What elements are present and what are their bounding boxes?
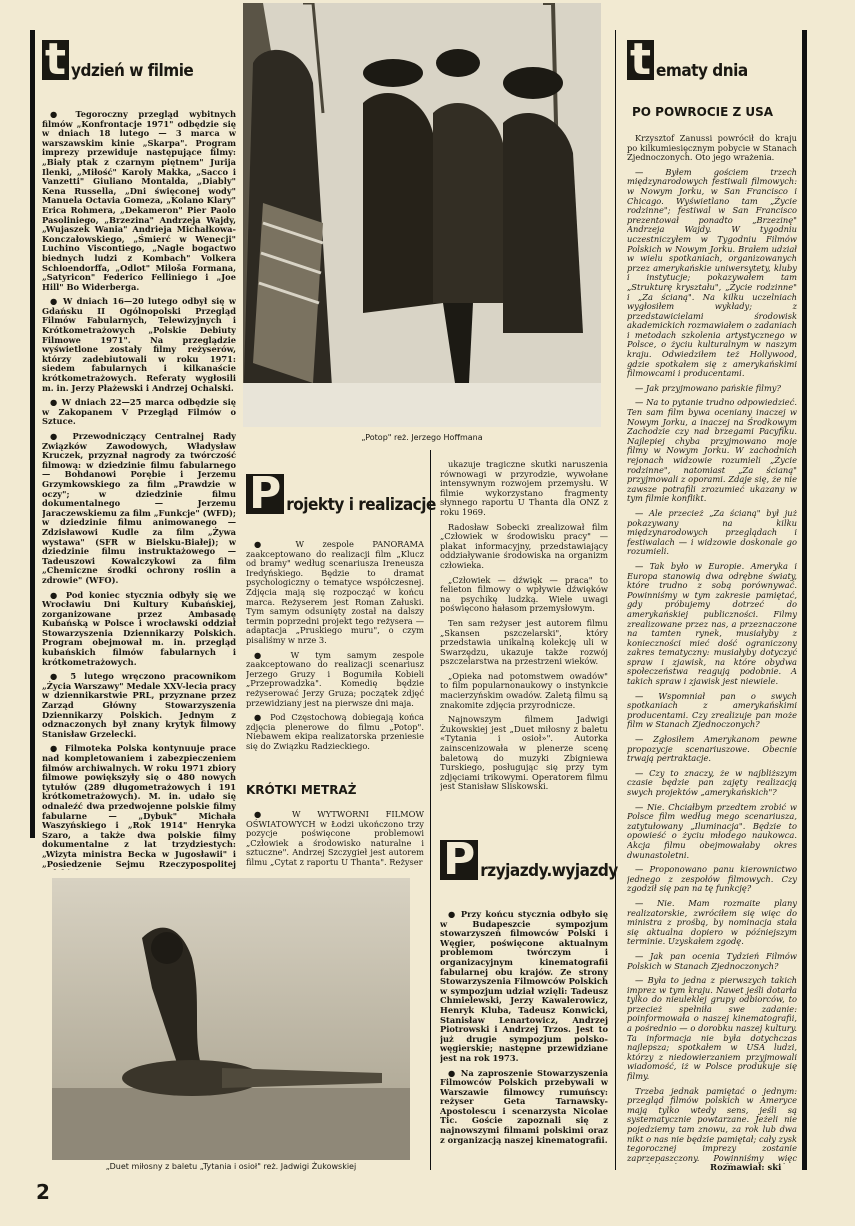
center-header-initial: P <box>246 474 284 514</box>
center-short-column <box>246 810 424 876</box>
short-film-item: Ten sam reżyser jest autorem filmu „Skansen pszczelarski", który przedstawia unikalną kolekcję uli w Swarzędzu, ukazuje także rozwój pszczelarstwa na przestrzeni wieków. <box>440 617 608 667</box>
interview-paragraph: — Nie. Mam rozmaite plany realizatorskie, zwróciłem się więc do ministra z prośbą, by nominacja stała się aktualna dopiero w późniejszym terminie. Uzyskałem zgodę. <box>627 897 797 947</box>
visit-item: ● Na zaproszenie Stowarzyszenia Filmowców Polskich przebywali w Warszawie filmowcy rumuńscy: reżyser Geta Tarnawsky-Apostolescu i scenarzysta Nicolae Tic. Goście zapoznali się z najnowszymi filmami polskimi oraz z organizacją naszej kinematografii. <box>440 1067 608 1145</box>
short-film-item: Radosław Sobecki zrealizował film „Człowiek w środowisku pracy" — plakat informacyjny, przedstawiający oddziaływanie środowiska na organizm człowieka. <box>440 521 608 570</box>
interview-paragraph: — Nie. Chciałbym przedtem zrobić w Polsce film według mego scenariusza, zatytułowany „Iluminacja". Będzie to opowieść o życiu młodego naukowca. Akcja filmu obejmowałaby okres dwunastoletni. <box>627 801 797 860</box>
right-center-section-header <box>440 834 618 885</box>
project-item: ● W zespole PANORAMA zaakceptowano do realizacji film „Klucz od bramy" według scenariusza Ireneusza Iredyńskiego. Będzie to dramat psychologiczny o tematyce współczesnej. Zdjęcia mają się rozpocząć w końcu marca. Reżyserem jest Roman Załuski. Tym samym odsunięty został na dalszy termin poprzedni projekt tego reżysera — adaptacja „Pruskiego muru", o czym pisaliśmy w nrze 3. <box>246 540 424 645</box>
interview-paragraph: — Wspomniał pan o swych spotkaniach z amerykańskimi producentami. Czy zrealizuje pan może film w Stanach Zjednoczonych? <box>627 690 797 730</box>
visit-item: ● Przy końcu stycznia odbyło się w Budapeszcie sympozjum stowarzyszeń filmowców Polski i Węgier, poświęcone aktualnym problemom twórczym i organizacyjnym kinematografii fabularnej obu krajów. Ze strony Stowarzyszenia Filmowców Polskich w sympozjum udział wzięli: Tadeusz Chmielewski, Jerzy Kawalerowicz, Henryk Kluba, Tadeusz Konwicki, Stanisław Lenartowicz, Andrzej Piotrowski i Andrzej Trzos. Jest to już drugie sympozjum polsko-węgierskie; następne przewidziane jest na rok 1973. <box>440 910 608 1063</box>
rule-right <box>802 30 807 1170</box>
center-section-header <box>246 468 436 519</box>
ballet-caption: „Duet miłosny z baletu „Tytania i osioł" reż. Jadwigi Żukowskiej <box>105 1162 357 1171</box>
center-column <box>246 540 424 765</box>
rc-header-text: rzyjazdy.wyjazdy <box>480 861 618 881</box>
news-item: ● 5 lutego wręczono pracownikom „Życia Warszawy" Medale XXV-lecia pracy w dziennikarstwie PRL, przyznane przez Zarząd Główny Stowarzyszenia Dziennikarzy Polskich. Jednym z odznaczonych był znany krytyk filmowy Stanisław Grzelecki. <box>42 671 236 739</box>
news-item: ● Przewodniczący Centralnej Rady Związków Zawodowych, Władysław Kruczek, przyznał nagrody za twórczość filmową: w dziedzinie filmu fabularnego — Bohdanowi Porębie i Jerzemu Grzymkowskiego za film „Prawdzie w oczy"; w dziedzinie filmu dokumentalnego — Jerzemu Jaraczewskiemu za film „Funkcje" (WFD); w dziedzinie filmu animowanego — Zdzisławowi Kudle za film „Żywa wystawa" (SFR w Bielsku-Białej); w dziedzinie filmu instruktażowego — Tadeuszowi Kowalczykowi za film „Chemiczne środki ochrony roślin a zdrowie" (WFO). <box>42 431 236 585</box>
right-section-header <box>627 34 748 85</box>
interview-paragraph: — Czy to znaczy, że w najbliższym czasie będzie pan zajęty realizacją swych projektów „amerykańskich"? <box>627 767 797 797</box>
project-item: ● Pod Częstochową dobiegają końca zdjęcia plenerowe do filmu „Potop". Niebawem ekipa realizatorska przeniesie się do Związku Radzieckiego. <box>246 712 424 751</box>
interview-paragraph: — Jak pan ocenia Tydzień Filmów Polskich w Stanach Zjednoczonych? <box>627 950 797 971</box>
news-item: ● W dniach 16—20 lutego odbył się w Gdańsku II Ogólnopolski Przegląd Filmów Fabularnych, Telewizyjnych i Krótkometrażowych „Polskie Debiuty Filmowe 1971". Na przeglądzie wyświetlone zostały filmy reżyserów, którzy zadebiutowali w roku 1971: siedem fabularnych i kilkanaście krótkometrażowych. Referaty wygłosili m. in. Jerzy Płażewski i Andrzej Ochalski. <box>42 296 236 393</box>
right-center-column-2 <box>440 910 608 1175</box>
interview-paragraph: — Tak było w Europie. Ameryka i Europa stanowią dwa odrębne światy, które trudno z sobą porównywać. Powinniśmy w tym zakresie pamiętać, gdy próbujemy dotrzeć do amerykańskiej publiczności. Filmy zrealizowane przez nas, a przeznaczone na tamten rynek, musiałyby z konieczności mieć dość ograniczony zakres tematyczny: musiałyby dotyczyć spraw i zjawisk, na które obydwa społeczeństwa reagują podobnie. A takich spraw i zjawisk jest niewiele. <box>627 560 797 687</box>
rc-header-initial: P <box>440 840 478 880</box>
right-center-column <box>440 460 608 820</box>
rule-left <box>30 30 35 838</box>
short-film-item: „Opieka nad potomstwem owadów" to film popularnonaukowy o instynkcie macierzyńskim owadów. Zaletą filmu są znakomite zdjęcia przyrodnicze. <box>440 670 608 710</box>
interview-lead: Krzysztof Zanussi powrócił do kraju po kilkumiesięcznym pobycie w Stanach Zjednoczonych. Oto jego wrażenia. <box>627 134 797 163</box>
potop-photo-image <box>243 3 601 427</box>
interview-paragraph: — Jak przyjmowano pańskie filmy? <box>635 382 781 393</box>
left-section-header <box>42 34 194 85</box>
rule-mid <box>615 30 616 1170</box>
short-film-item: „Człowiek — dźwięk — praca" to felieton filmowy o wpływie dźwięków na psychikę ludzką. Wiele uwagi poświęcono hałasom przemysłowym. <box>440 574 608 614</box>
interview-paragraph: Trzeba jednak pamiętać o jednym: przegląd filmów polskich w Ameryce mają tylko wtedy sens, jeśli są systematycznie powtarzane. Jeżeli nie pojedziemy tam znowu, za rok lub dwa nikt o nas nie będzie pamiętał; cały zysk tegorocznej imprezy zostanie zaprzepaszczony. Powinniśmy więc <box>627 1085 797 1163</box>
news-item: ● Pod koniec stycznia odbyły się we Wrocławiu Dni Kultury Kubańskiej, zorganizowane przez Ambasadę Kubańską w Polsce i wrocławski oddział Stowarzyszenia Dziennikarzy Polskich. Program obejmował m. in. przegląd kubańskich filmów fabularnych i krótkometrażowych. <box>42 589 236 667</box>
potop-photo <box>243 3 601 427</box>
news-item: ● Filmoteka Polska kontynuuje prace nad kompletowaniem i zabezpieczeniem filmów archiwalnych. W roku 1971 zbiory filmowe powiększyły się o 480 nowych tytułów (289 długometrażowych i 191 krótkometrażowych). M. in. udało się odnaleźć dwa przedwojenne polskie filmy fabularne — „Dybuk" Michała Waszyńskiego i „Rok 1914" Henryka Szaro, a także dwa polskie filmy dokumentalne z lat trzydziestych: „Wizyta ministra Becka w Jugosławii" i „Posiedzenie Sejmu Rzeczypospolitej <box>42 743 236 869</box>
right-header-initial: t <box>627 40 654 80</box>
interview-paragraph: — Była to jedna z pierwszych takich imprez w tym kraju. Nawet jeśli dotarła tylko do nieuleklej grupy odbiorców, to przecież spełniła swe zadanie: poinformowała o naszej kinematografii, a pośrednio — o dorobku naszej kultury. Ta informacja nie była dotychczas najlepsza; spotkałem w USA ludzi, którzy z niedowierzaniem przyjmowali wiadomość, iż w Polsce produkuje się filmy. <box>627 975 797 1082</box>
left-header-initial: t <box>42 40 69 80</box>
left-header-text: ydzień w filmie <box>71 61 194 81</box>
center-header-text: rojekty i realizacje <box>286 495 436 515</box>
page-number: 2 <box>36 1180 50 1204</box>
ballet-photo <box>52 878 410 1160</box>
right-header-text: ematy dnia <box>656 61 748 81</box>
interview-title: PO POWROCIE Z USA <box>632 105 774 119</box>
interview-signoff: Rozmawiał: ski <box>710 1163 782 1173</box>
ballet-photo-image <box>52 878 410 1160</box>
rule-center <box>430 450 431 1170</box>
short-film-item: ukazuje tragiczne skutki naruszenia równowagi w przyrodzie, wywołane intensywnym rozwojem przemysłu. W filmie wykorzystano fragmenty słynnego raportu U Thanta dla ONZ z roku 1969. <box>440 460 608 517</box>
interview-paragraph: — Ale przecież „Za ścianą" był już pokazywany na kilku międzynarodowych przeglądach i festiwalach — i widzowie doskonale go rozumieli. <box>627 507 797 557</box>
interview-paragraph: — Zgłosiłem Amerykanom pewne propozycje scenariuszowe. Obecnie trwają pertraktacje. <box>627 734 797 764</box>
interview-paragraph: — Na to pytanie trudno odpowiedzieć. Ten sam film bywa oceniany inaczej w Nowym Jorku, a inaczej na Środkowym Zachodzie czy nad brzegami Pacyfiku. Najlepiej chyba przyjmowano moje filmy w Nowym Jorku. W zachodnich rejonach widzowie rozumieli „Życie rodzinne", natomiast „Za ścianą" przyjmowali z oporami. Zdaje się, że nie zawsze potrafili zrozumieć ukazany w tym filmie konflikt. <box>627 397 797 504</box>
news-item: ● W dniach 22—25 marca odbędzie się w Zakopanem V Przegląd Filmów o Sztuce. <box>42 397 236 427</box>
interview-paragraph: — Proponowano panu kierownictwo jednego z zespołów filmowych. Czy zgodził się pan na tę funkcję? <box>627 864 797 894</box>
project-item: ● W tym samym zespole zaakceptowano do realizacji scenariusz Jerzego Gruzy i Bogumiła Kobieli „Przeprowadzka". Komedię będzie reżyserować Jerzy Gruza; początek zdjęć przewidziany jest na pierwsze dni maja. <box>246 649 424 708</box>
right-column <box>627 134 797 1164</box>
short-film-item: ● W WYTWÓRNI FILMÓW OŚWIATOWYCH w Łodzi ukończono trzy pozycje poświęcone problemowi „Człowiek a środowisko naturalne i sztuczne". Andrzej Szczygieł jest autorem filmu „Cytat z raportu U Thanta". Reżyser <box>246 810 424 867</box>
left-column <box>42 110 236 870</box>
short-film-item: Najnowszym filmem Jadwigi Żukowskiej jest „Duet miłosny z baletu «Tytania i osioł»". Autorka zainscenizowała w plenerze scenę baletową do muzyki Zbigniewa Turskiego, posługując się przy tym zdjęciami trikowymi. Operatorem filmu jest Stanisław Sliskowski. <box>440 714 608 792</box>
news-item: ● Tegoroczny przegląd wybitnych filmów „Konfrontacje 1971" odbędzie się w dniach 18 lutego — 3 marca w warszawskim kinie „Skarpa". Program imprezy przewiduje następujące filmy: „Biały ptak z czarnym piętnem" Jurija Ilenki, „Miłość" Karoly Makka, „Sacco i Vanzetti" Giuliano Montalda, „Diably" Kena Russella, „Dni święconej wody" Manuela Octavia Gomeza, „Kolano Klary" Erica Rohmera, „Dekameron" Pier Paolo Pasoliniego, „Brzezina" Andrzeja Wajdy, „Wujaszek Wania" Andrieja Michałkowa-Konczałowskiego, „Śmierć w Wenecji" Luchino Viscontiego, „Nagle bogactwo biednych ludzi z Kombach" Volkera Schloendorffa, „Odlot" Miloša Formana, „Satyricon" Federico Felliniego i „Joe Hill" Bo Widerberga. <box>42 110 236 292</box>
potop-caption: „Potop" reż. Jerzego Hoffmana <box>361 433 483 442</box>
interview-paragraph: — Byłem gościem trzech międzynarodowych festiwali filmowych: w Nowym Jorku, w San Francisco i Chicago. Wyświetlano tam „Życie rodzinne"; festiwal w San Francisco prezentował ponadto „Brzezinę" Andrzeja Wajdy. W tygodniu uczestniczyłem w Tygodniu Filmów Polskich w Nowym Jorku. Brałem udział w wielu spotkaniach, organizowanych przez amerykańskie uniwersytety, kluby i instytucje; pokazywałem tam „Strukturę kryształu", „Życie rodzinne" i „Za ścianą". Na kilku uczelniach wygłosiłem wykłady; z przedstawicielami środowisk akademickich rozmawiałem o zadaniach i metodach szkolenia artystycznego w Polsce, o życiu kulturalnym w naszym kraju. Odwiedziłem też Hollywood, gdzie spotkałem się z amerykańskimi filmowcami i producentami. <box>627 166 797 379</box>
short-film-title: KRÓTKI METRAŻ <box>246 783 357 797</box>
